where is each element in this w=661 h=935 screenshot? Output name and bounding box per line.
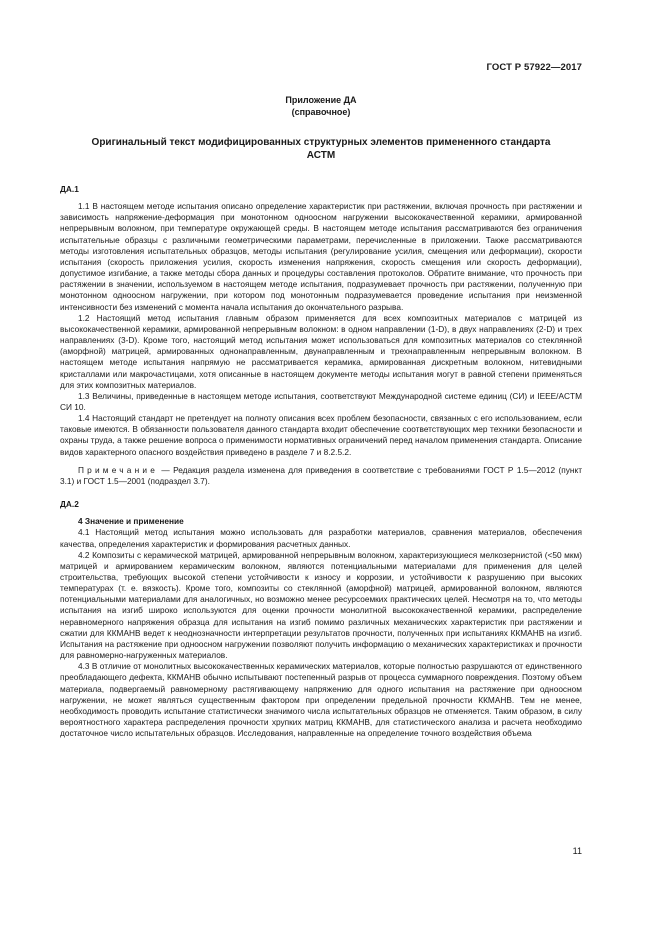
appendix-title: Приложение ДА [285,95,357,105]
paragraph-4-3: 4.3 В отличие от монолитных высококачественных керамических материалов, которые полностью разрушаются от единственного преобладающего дефекта, ККМАНВ обычно испытывают постепенный разрыв от процесса суммарного повреждения. Поэтому объем материала, подвергаемый равномерному растягивающему напряжению для одного испытания на растяжение при одноосном нагружении, не может являться существенным фактором при определении предельной прочности ККМАНВ. Тем не менее, необходимость проводить испытание статистически значимого числа испытательных образцов не отменяется. Таким образом, в силу вероятностного характера распределения прочности хрупких матриц ККМАНВ, для статистического анализа и расчета необходимо достаточное число испытательных образцов. Исследования, направленные на определение точного воздействия объема [60,661,582,739]
main-title [60,136,582,162]
paragraph-1-3: 1.3 Величины, приведенные в настоящем методе испытания, соответствуют Международной системе единиц (СИ) и IEEE/ACTM СИ 10. [60,390,582,412]
paragraph-1-2: 1.2 Настоящий метод испытания главным образом применяется для всех композитных материалов с матрицей из высококачественной керамики, армированной непрерывным волокном: в одном направлении (1-D), в двух направлениях (2-D) и трех направлениях (3-D). Кроме того, настоящий метод испытания может использоваться для композитных материалов со стеклянной (аморфной) матрицей, армированных однонаправленным, двунаправленным и трехнаправленным непрерывным волокном. В настоящем методе испытания напрямую не рассматривается керамика, армированная дискретным волокном, нитевидными кристаллами или макрочастицами, хотя описанные в настоящем документе методы испытания могут в равной степени применяться для этих композитных материалов. [60,312,582,390]
paragraph-1-4: 1.4 Настоящий стандарт не претендует на полноту описания всех проблем безопасности, связанных с его использованием, если таковые имеются. В обязанности пользователя данного стандарта входит обеспечение соответствующих мер техники безопасности и охраны труда, а также решение вопроса о применимости нормативных ограничений перед началом применения стандарта. Описание видов характерного опасного воздействия приведено в разделе 7 и 8.2.5.2. [60,413,582,457]
appendix-subtitle: (справочное) [291,107,351,117]
clause-4-heading: 4 Значение и применение [78,516,184,527]
paragraph-4-1: 4.1 Настоящий метод испытания можно использовать для разработки материалов, сравнения материалов, обеспечения качества, определения характеристик и формирования расчетных данных. [60,527,582,549]
page-number: 11 [572,846,582,856]
paragraph-4-2: 4.2 Композиты с керамической матрицей, армированной непрерывным волокном, характеризующиеся мелкозернистой (<50 мкм) матрицей и армированием керамическим волокном, являются потенциальными материалами для применения для целей строительства, требующих высокой степени устойчивости к износу и коррозии, и устойчивости к разрушению при высоких температурах (т. е. вязкость). Кроме того, композиты со стеклянной (аморфной) матрицей, армированной волокном, являются потенциальными материалами для аналогичных, но возможно менее ресурсоемких практических целей. Несмотря на то, что методы испытания на изгиб широко используются для оценки прочности монолитной высококачественной керамики, распределение неравномерного напряжения образца для испытания на изгиб помимо различных механических характеристик при растяжении и сжатии для ККМАНВ ведет к неоднозначности интерпретации результатов прочности, полученных при испытаниях ККМАНВ на изгиб. Испытания на растяжение при одноосном нагружении позволяют получить информацию о механических характеристиках и прочности для равномерно-нагруженных материалов. [60,549,582,661]
paragraph-1-1: 1.1 В настоящем методе испытания описано определение характеристик при растяжении, включая прочность при растяжении и зависимость напряжение-деформация при монотонном одноосном нагружении высококачественной керамики, армированной непрерывным волокном, при температуре окружающей среды. В настоящем методе испытания рассматриваются без ограничения испытательные образцы с различными геометрическими параметрами, перечисленные в приложении. Также рассматриваются методы изготовления испытательных образцов, методы испытания (регулирование усилия, смещения или деформации), скорости испытания (скорость приложения усилия, скорость изменения напряжения, скорость смещения или скорость деформации), допустимое изгибание, а также методы сбора данных и процедуры составления протоколов. Обратите внимание, что прочность при растяжении в значении, используемом в настоящем методе испытания, подразумевает прочность при растяжении, полученную при монотонном одноосном нагружении, при котором под монотонным подразумевается проведение испытания при неизменной интенсивности без изменений с момента начала испытания до окончательного разрыва. [60,201,582,312]
note-text: — Редакция раздела изменена для приведения в соответствие с требованиями ГОСТ Р 1.5—2012 (пункт 3.1) и ГОСТ 1.5—2001 (подраздел 3.7). [60,464,582,486]
main-title-line2: АСТМ [306,150,336,161]
main-title-line1: Оригинальный текст модифицированных структурных элементов примененного стандарта [91,137,551,148]
note [60,465,582,487]
note-label: Примечание [78,464,159,475]
section-da1-heading: ДА.1 [60,184,79,194]
document-body [60,184,582,739]
document-code: ГОСТ Р 57922—2017 [486,62,582,73]
section-da2-heading: ДА.2 [60,499,79,510]
appendix-heading [60,94,582,118]
